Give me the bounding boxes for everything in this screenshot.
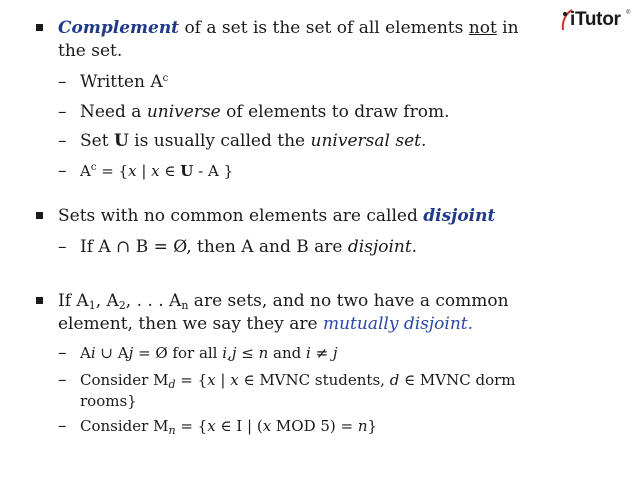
sub-item-consider-mn: Consider $M_n = \{x$ ∈ I | (x MOD 5) = n} [80,417,378,437]
sub-item-consider-md-line-2: rooms} [80,392,137,410]
term-disjoint: disjoint [423,206,496,226]
itutor-logo [560,8,632,32]
sub-item-consider-md: Consider $M_d = \{x$ | x ∈ MVNC students, d ∈ MVNC dorm [80,371,516,391]
logo-registered-mark: ® [626,10,631,16]
bullet-2-marker [36,212,43,219]
emphasis-not: not [468,18,497,38]
bullet-3-marker [36,297,43,304]
bullet-2-line-1: Sets with no common elements are called disjoint [58,206,496,226]
bullet-1-line-2: the set. [58,41,123,61]
sub-item-union-condition: Ai ∪ Aj = Ø for all i,j ≤ n and i ≠ j [80,344,338,362]
sub-item-universal-set: Set U is usually called the universal set. [80,131,427,151]
bullet-3-line-2: element, then we say they are mutually disjoint. [58,314,474,334]
bullet-3-line-1: If $A_1$, $A_2$, . . . $A_n$ are sets, and no two have a common [58,291,509,312]
sub-item-disjoint-example: If A ∩ B = Ø, then A and B are disjoint. [80,237,418,257]
dash: – [58,343,67,363]
dash: – [58,416,67,436]
dash: – [58,370,67,390]
term-complement: Complement [58,18,180,38]
logo-text: iTutor [570,9,621,30]
bullet-1-marker [36,24,43,31]
sub-item-written-ac: Written $A^c$ [80,72,169,92]
dash: – [58,102,67,122]
bullet-1-line-1: Complement of a set is the set of all elements not in [58,18,519,38]
dash: – [58,237,67,257]
term-mutually-disjoint: mutually disjoint. [322,314,474,334]
dash: – [58,72,67,92]
sub-item-complement-definition: $A^c = \{x$ | x ∈ U - A } [80,162,234,180]
dash: – [58,161,67,181]
dash: – [58,131,67,151]
sub-item-universe: Need a universe of elements to draw from. [80,102,450,122]
